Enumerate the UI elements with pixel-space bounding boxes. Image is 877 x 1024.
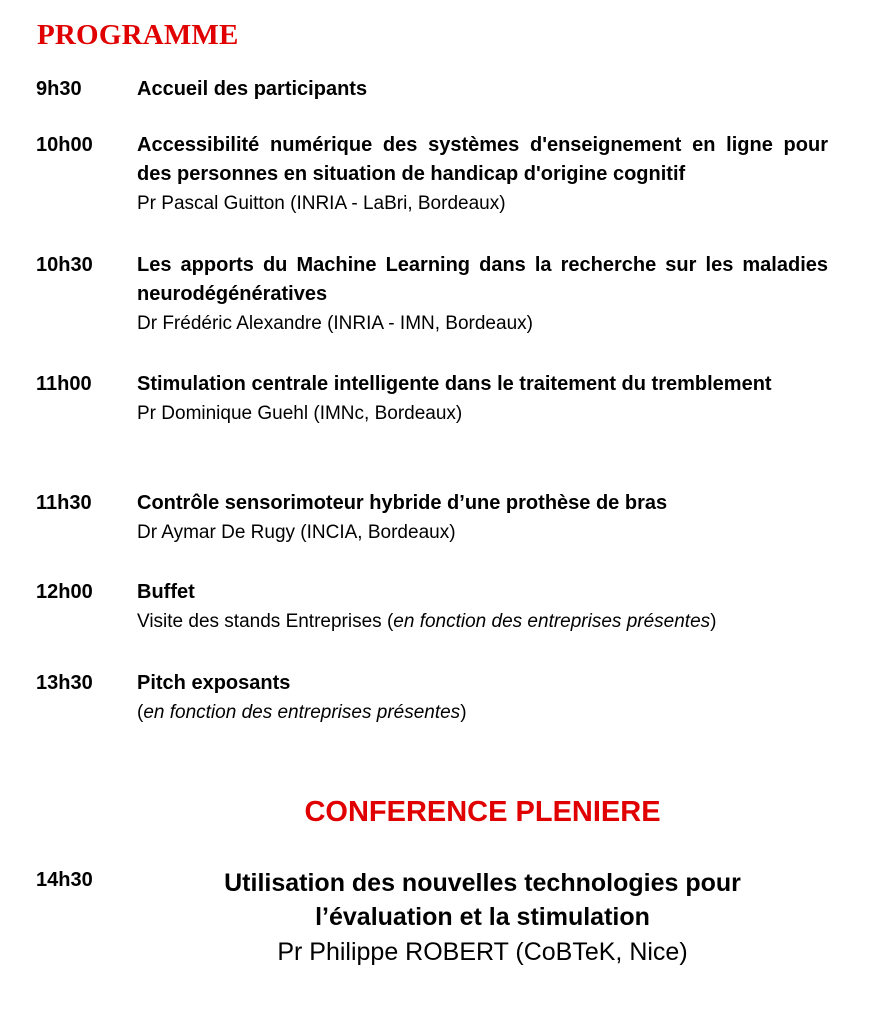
session-title: Buffet xyxy=(137,581,195,603)
note-prefix: Visite des stands Entreprises ( xyxy=(137,611,394,632)
session-time: 11h30 xyxy=(36,492,92,514)
session-time: 10h00 xyxy=(36,134,93,156)
note-suffix: ) xyxy=(710,611,717,632)
plenary-title-line2: l’évaluation et la stimulation xyxy=(315,903,650,931)
session-title: Contrôle sensorimoteur hybride d’une prothèse de bras xyxy=(137,492,668,514)
session-note xyxy=(137,698,828,728)
session-speaker: Dr Aymar De Rugy (INCIA, Bordeaux) xyxy=(137,522,456,543)
session-time: 12h00 xyxy=(36,581,93,603)
session-speaker: Dr Frédéric Alexandre (INRIA - IMN, Bordeaux) xyxy=(137,313,533,334)
plenary-time: 14h30 xyxy=(36,869,93,891)
session-title: Accueil des participants xyxy=(137,78,368,100)
plenary-body xyxy=(137,866,828,970)
programme-title: PROGRAMME xyxy=(37,19,239,51)
note-prefix: ( xyxy=(137,702,144,723)
session-time: 10h30 xyxy=(36,254,93,276)
plenary-heading: CONFERENCE PLENIERE xyxy=(304,796,661,828)
note-italic: en fonction des entreprises présentes xyxy=(393,611,711,632)
session-title: Accessibilité numérique des systèmes d'enseignement en ligne pour des personnes en situation de handicap d'origine cognitif xyxy=(137,134,828,185)
session-time: 9h30 xyxy=(36,78,82,100)
plenary-speaker: Pr Philippe ROBERT (CoBTeK, Nice) xyxy=(277,938,688,966)
session-note xyxy=(137,607,828,637)
session-time: 13h30 xyxy=(36,672,93,694)
note-suffix: ) xyxy=(460,702,467,723)
session-title: Pitch exposants xyxy=(137,672,291,694)
plenary-title-line1: Utilisation des nouvelles technologies pour xyxy=(224,869,741,897)
session-speaker: Pr Dominique Guehl (IMNc, Bordeaux) xyxy=(137,403,463,424)
session-title: Stimulation centrale intelligente dans le traitement du tremblement xyxy=(137,373,772,395)
note-italic: en fonction des entreprises présentes xyxy=(143,702,461,723)
session-speaker: Pr Pascal Guitton (INRIA - LaBri, Bordeaux) xyxy=(137,193,506,214)
session-time: 11h00 xyxy=(36,373,92,395)
session-title: Les apports du Machine Learning dans la recherche sur les maladies neurodégénératives xyxy=(137,254,828,305)
